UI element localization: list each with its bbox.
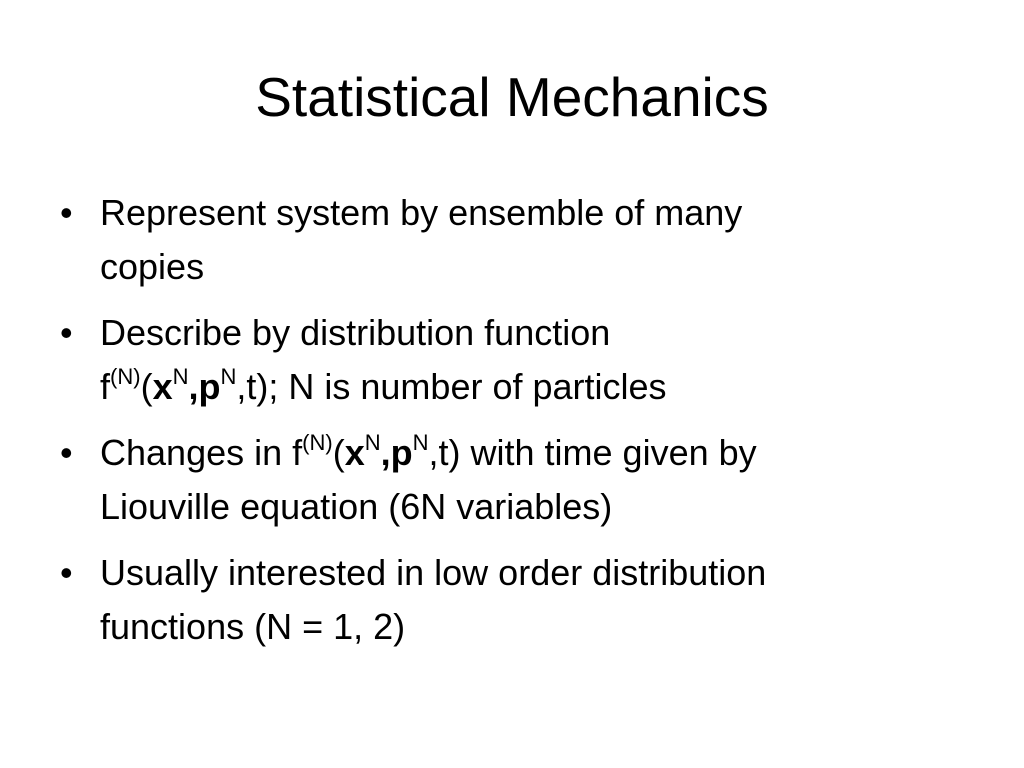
bullet-line: functions (N = 1, 2) [100, 606, 406, 647]
function-superscript: (N) [302, 430, 333, 455]
function-superscript: (N) [110, 364, 141, 389]
momentum-superscript: N [220, 364, 237, 389]
position-superscript: N [364, 430, 381, 455]
bullet-item [60, 186, 960, 294]
bullet-line: Usually interested in low order distribution [100, 552, 767, 593]
comma: , [380, 432, 391, 473]
function-symbol: f [100, 366, 111, 407]
open-paren: ( [332, 432, 345, 473]
bullet-item [60, 306, 960, 414]
bullet-item [60, 546, 960, 654]
bullet-marker: • [60, 432, 73, 473]
open-paren: ( [140, 366, 153, 407]
momentum-vector: p [390, 432, 413, 473]
position-superscript: N [172, 364, 189, 389]
bullet-list [60, 186, 960, 666]
momentum-superscript: N [412, 430, 429, 455]
bullet-line: copies [100, 246, 205, 287]
bullet-marker: • [60, 552, 73, 593]
bullet-marker: • [60, 312, 73, 353]
bullet-line: Liouville equation (6N variables) [100, 486, 613, 527]
bullet-line: Describe by distribution function [100, 312, 611, 353]
bullet-marker: • [60, 192, 73, 233]
formula-tail: ,t); N is number of particles [236, 366, 667, 407]
formula-tail: ,t) with time given by [428, 432, 757, 473]
bullet-item [60, 426, 960, 534]
bullet-line: Represent system by ensemble of many [100, 192, 743, 233]
position-vector: x [152, 366, 173, 407]
bullet-line-formula [100, 360, 960, 414]
comma: , [188, 366, 199, 407]
momentum-vector: p [198, 366, 221, 407]
bullet-line-formula [100, 426, 960, 480]
bullet-prefix: Changes in [100, 432, 293, 473]
function-symbol: f [292, 432, 303, 473]
slide-title: Statistical Mechanics [255, 66, 769, 128]
position-vector: x [344, 432, 365, 473]
